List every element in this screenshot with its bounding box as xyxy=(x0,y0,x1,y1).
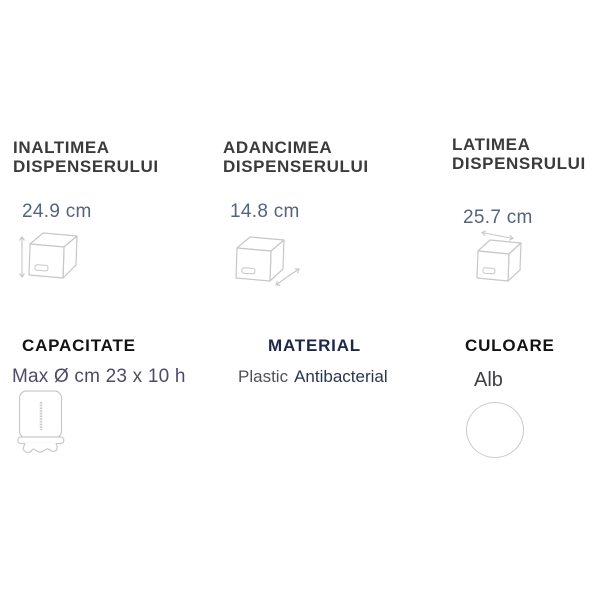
cube-height-box xyxy=(29,233,77,278)
dispenser-body xyxy=(18,391,64,444)
width-arrow xyxy=(482,233,513,239)
color-value: Alb xyxy=(474,369,503,391)
cube-width-box xyxy=(477,240,521,281)
spec-width-title: LATIMEA DISPENSRULUI xyxy=(452,135,586,173)
capacity-title: CAPACITATE xyxy=(22,336,136,355)
spec-width-value: 25.7 cm xyxy=(463,207,533,228)
material-value-secondary: Antibacterial xyxy=(294,367,388,386)
cube-width-icon xyxy=(472,224,534,288)
material-value xyxy=(238,367,388,387)
dispenser-paper-sheet xyxy=(23,443,57,453)
material-value-primary: Plastic xyxy=(238,367,289,386)
cube-depth-icon xyxy=(232,230,308,290)
capacity-value: Max Ø cm 23 x 10 h xyxy=(12,366,186,387)
spec-height-value: 24.9 cm xyxy=(22,201,92,222)
cube-depth-box xyxy=(236,237,284,281)
cube-height-icon xyxy=(16,226,88,288)
spec-depth-title: ADANCIMEA DISPENSERULUI xyxy=(223,138,369,176)
color-swatch-white xyxy=(466,402,524,458)
spec-depth-value: 14.8 cm xyxy=(230,201,300,222)
paper-towel-dispenser-icon xyxy=(17,387,65,459)
material-title: MATERIAL xyxy=(268,336,361,355)
spec-height-title: INALTIMEA DISPENSERULUI xyxy=(13,138,159,176)
color-title: CULOARE xyxy=(465,336,555,355)
